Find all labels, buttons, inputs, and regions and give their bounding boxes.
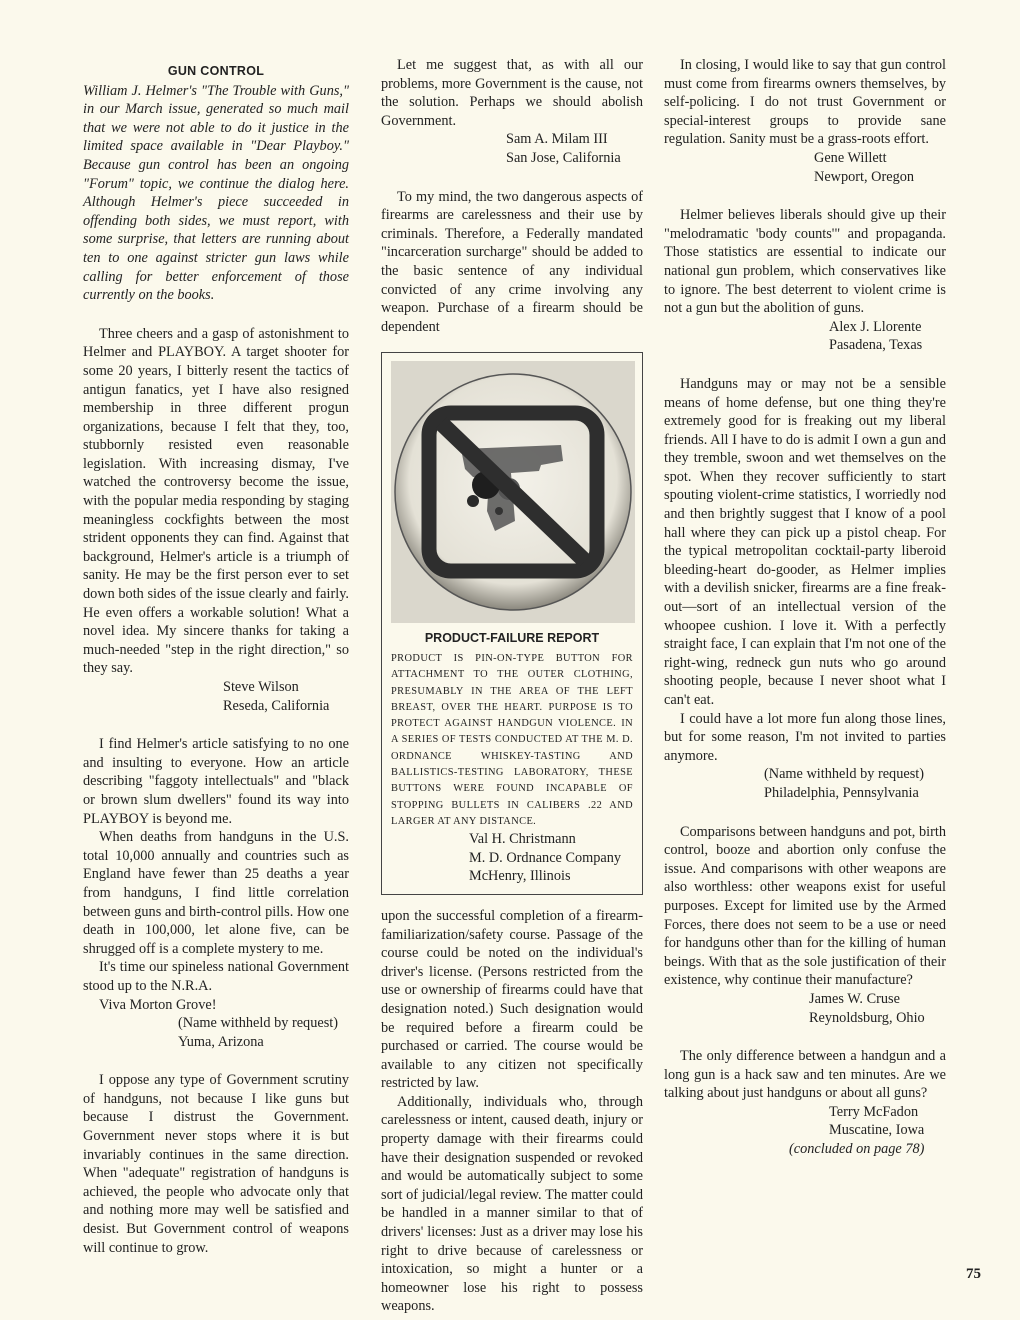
column-3 — [664, 56, 946, 1159]
signature-name: (Name withheld by request) — [178, 1015, 338, 1032]
signature-place: Newport, Oregon — [814, 168, 915, 185]
letter-willett-p2: Additionally, individuals who, through carelessness or intent, caused death, injury or property damage with their firearms could have their designation suspended or revoked and would be automatically subject to some sort of judicial/legal review. The matter could be handled in a manner similar to that of drivers' licenses: Just as a driver may lose his right to drive because of carelessness or intoxication, so might a hunter or a homeowner lose his right to possess weapons. — [381, 1093, 643, 1315]
letter-mcfadon-body: The only difference between a handgun and a long gun is a hack saw and ten minutes. Are we talking about just handguns or about all guns? — [664, 1048, 946, 1102]
signature-place: Reynoldsburg, Ohio — [809, 1009, 925, 1026]
signature-name: Gene Willett — [814, 149, 887, 166]
letter-milam-p2: Let me suggest that, as with all our problems, more Government is the cause, not the solution. Perhaps we should abolish Government. — [381, 57, 643, 129]
signature-name: Terry McFadon — [829, 1103, 919, 1120]
box-signature-place: McHenry, Illinois — [469, 868, 571, 885]
signature-name: Alex J. Llorente — [829, 318, 922, 335]
letter-yuma-p2: When deaths from handguns in the U.S. total 10,000 annually and countries such as England have fewer than 25 deaths a year from handguns, I find little correlation between guns and birth-control pills. How one death in 100,000, let alone five, can be shrugged off is a complete mystery to me. — [83, 829, 349, 957]
signature-place: Muscatine, Iowa — [829, 1122, 925, 1139]
signature-name: James W. Cruse — [809, 990, 900, 1007]
letter-yuma-p4: Viva Morton Grove! — [99, 996, 217, 1013]
signature-place: Yuma, Arizona — [178, 1033, 264, 1050]
signature-place: Philadelphia, Pennsylvania — [764, 784, 919, 801]
signature-name: Sam A. Milam III — [506, 131, 608, 148]
letter-yuma-p3: It's time our spineless national Government stood up to the N.R.A. — [83, 959, 349, 994]
letter-llorente-body: Helmer believes liberals should give up their "melodramatic 'body counts'" and propaganda. Those statistics are essential to indicate our national gun problem, which conservatives like to ignore. The best deterrent to violent crime is not a gun but the abolition of guns. — [664, 207, 946, 317]
letter-willett-p1b: upon the successful completion of a firearm-familiarization/safety course. Passage of the course could be noted on the individual's driver's license. (Persons restricted from the use or ownership of firearms could have that designation noted.) Such designation would be required before a firearm could be purchased or carried. The course would be available to any citizen not specifically restricted by law. — [381, 907, 643, 1092]
no-handgun-button-icon — [391, 361, 635, 623]
letter-willett-p1a: To my mind, the two dangerous aspects of firearms are carelessness and their use by criminals. Therefore, a Federally mandated "incarceration surcharge" should be added to the basic sentence of any individual convicted of any crime involving any weapon. Purchase of a firearm should be dependent — [381, 188, 643, 335]
box-title: PRODUCT-FAILURE REPORT — [424, 631, 600, 646]
no-gun-button-photo — [391, 361, 635, 623]
box-signature-name: Val H. Christmann — [469, 831, 576, 848]
letter-milam-p1: I oppose any type of Government scrutiny of handguns, not because I like guns but because I distrust the Government. Government never stops where it is but invariably continues in the same direction. When "adequate" registration of handguns is achieved, the people who advocate only that and nothing more may well be satisfied and desist. But Government control of weapons will continue to grow. — [83, 1072, 349, 1256]
signature-place: Reseda, California — [223, 697, 330, 714]
signature-name: (Name withheld by request) — [764, 766, 924, 783]
box-signature-org: M. D. Ordnance Company — [469, 849, 622, 866]
letter-yuma-p1: I find Helmer's article satisfying to no one and insulting to everyone. How an article describing "faggoty intellectuals" and "black or brown slum dwellers" found its way into PLAYBOY is beyond me. — [83, 736, 349, 827]
signature-place: San Jose, California — [506, 149, 621, 166]
column-1 — [83, 56, 349, 1257]
continued-note: (concluded on page 78) — [789, 1141, 925, 1158]
letter-philadelphia-p2: I could have a lot more fun along those lines, but for some reason, I'm not invited to parties anymore. — [664, 710, 946, 764]
letter-philadelphia-p1: Handguns may or may not be a sensible means of home defense, but one thing they're extremely good for is freaking out my liberal friends. All I have to do is admit I own a gun and they tremble, swoon and wet themselves on the spot. When they recover sufficiently to start spouting violent-crime statistics, I worriedly nod and then brightly suggest that I know of a pool hall where they can pick up a pistol cheap. For the typical metropolitan cocktail-party liberoid bleeding-heart do-gooder, as Helmer implies with a devilish snicker, firearms are a fine freak-out—sort of an intellectual version of the whoopee cushion. I love it. With a perfectly straight face, I can explain that I'm not one of the right-wing, redneck gun nuts who go around shooting people, because I never shoot what I can't eat. — [664, 375, 946, 708]
letter-cruse-body: Comparisons between handguns and pot, birth control, booze and abortion only confuse the issue. And comparisons with other weapons are also worthless: other weapons exist for useful purposes. Except for limited use by the Armed Forces, there does not seem to be a use or need for handguns other than for the killing of human beings. With that as the sole justification of their existence, why continue their manufacture? — [664, 823, 946, 989]
letter-wilson-body: Three cheers and a gasp of astonishment to Helmer and PLAYBOY. A target shooter for some 20 years, I bitterly resent the tactics of antigun fanatics, yet I have also resigned membership in three different progun organizations, because I felt that they, too, stubbornly resisted even reasonable legislation. With increasing dismay, I've watched the controversy become the issue, with the popular media responding by staging meaningless cockfights between the most strident opponents they can find. Against that background, Helmer's article is a triumph of sanity. He may be the first person ever to set down both sides of the issue clearly and fairly. He even offers a workable solution! What a novel idea. My sincere thanks for taking a much-needed "step in the right direction," so they say. — [83, 325, 349, 677]
box-text: PRODUCT IS PIN-ON-TYPE BUTTON FOR ATTACHMENT TO THE OUTER CLOTHING, PRESUMABLY IN THE AREA OF THE LEFT BREAST, OVER THE HEART. PURPOSE IS TO PROTECT AGAINST HANDGUN VIOLENCE. IN A SERIES OF TESTS CONDUCTED AT THE M. D. ORDNANCE WHISKEY-TASTING AND BALLISTICS-TESTING LABORATORY, THESE BUTTONS WERE FOUND INCAPABLE OF STOPPING BULLETS IN CALIBERS .22 AND LARGER AT ANY DISTANCE. — [391, 652, 633, 827]
letter-willett-p3: In closing, I would like to say that gun control must come from firearms owners themselves, by self-policing. I do not trust Government or special-interest groups to provide sane regulation. Sanity must be a grass-roots effort. — [664, 57, 946, 148]
editor-intro: William J. Helmer's "The Trouble with Guns," in our March issue, generated so much mail that we were not able to do it justice in the limited space available in "Dear Playboy." Because gun control has been an ongoing "Forum" topic, we continue the dialog here. Although Helmer's piece succeeded in offending both sides, we must report, with some surprise, that letters are running about ten to one against stricter gun laws while calling for better enforcement of those currently on the books. — [83, 82, 349, 304]
product-failure-report-box — [381, 352, 643, 895]
column-2 — [381, 56, 643, 1316]
section-title: GUN CONTROL — [167, 64, 265, 78]
signature-name: Steve Wilson — [223, 679, 299, 695]
signature-place: Pasadena, Texas — [829, 337, 923, 354]
page-number: 75 — [966, 1266, 981, 1282]
